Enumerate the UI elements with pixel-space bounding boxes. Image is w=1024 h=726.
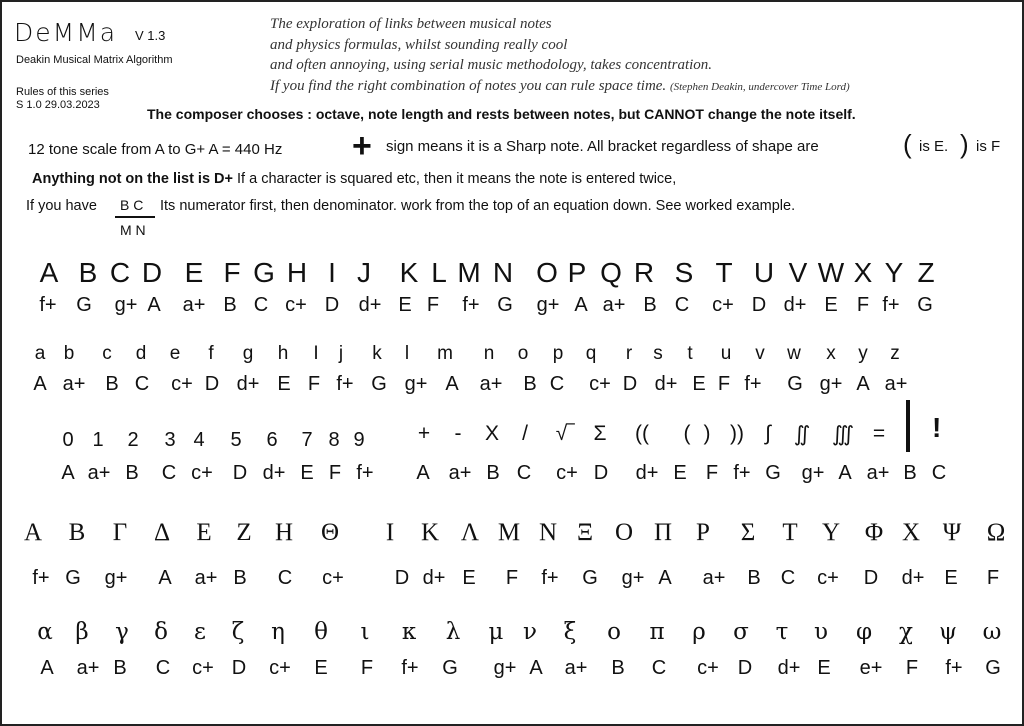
note-name: G [765,462,781,484]
greek-capital-letter: Δ [153,519,171,546]
greek-small-letter: ν [523,619,537,645]
note-name: G [582,567,598,589]
greek-small-letter: φ [855,619,873,645]
lowercase-note-row [2,373,1024,413]
greek-small-letter: β [75,619,89,645]
math-symbol: ( [683,422,691,445]
note-name: g+ [104,567,128,589]
composer-rule: The composer chooses : octave, note length and rests between notes, but CANNOT change the note itself. [147,106,856,122]
note-name: d+ [783,294,807,316]
digit-char: 7 [301,429,313,451]
greek-capital-letter: Η [274,519,294,546]
greek-capital-letter: Ε [196,519,212,546]
greek-small-letter: δ [154,619,168,645]
greek-lowercase-row [2,619,1024,659]
note-name: c+ [712,294,734,316]
greek-capital-letter: Ο [614,519,634,546]
note-name: B [113,657,127,679]
uppercase-letter: J [357,257,371,288]
greek-capital-letter: Μ [497,519,521,546]
fraction-intro: If you have [26,198,97,214]
lowercase-letter: l [404,343,410,364]
lowercase-letter: y [858,343,868,364]
math-symbol: (( [635,422,649,445]
sharp-rule: sign means it is a Sharp note. All bracket regardless of shape are [386,138,819,155]
math-symbol: X [484,422,500,445]
greek-small-letter: υ [814,619,828,645]
note-name: E [462,567,476,589]
greek-small-letter: ε [194,619,206,645]
uppercase-letter: Y [884,257,904,288]
uppercase-letter: X [853,257,873,288]
note-name: d+ [777,657,801,679]
note-name: D [737,657,753,679]
uppercase-letter: O [536,257,558,288]
uppercase-letter: K [399,257,419,288]
lowercase-letter: b [63,343,75,364]
note-name: g+ [621,567,645,589]
note-name: B [747,567,761,589]
lowercase-letter: n [483,343,495,364]
note-name: A [416,462,430,484]
note-name: D [622,373,638,395]
note-name: D [593,462,609,484]
note-name: F [856,294,870,316]
note-name: F [328,462,342,484]
vertical-bar-symbol [906,400,910,452]
note-name: G [442,657,458,679]
lowercase-letter: w [787,343,801,364]
uppercase-letter: D [141,257,163,288]
math-symbol: )) [730,422,744,445]
greek-capital-letter: Ρ [696,519,710,546]
uppercase-letter: P [567,257,587,288]
uppercase-letter: S [674,257,694,288]
scale-info: 12 tone scale from A to G+ A = 440 Hz [28,141,283,158]
greek-capital-letter: Π [653,519,673,546]
note-name: A [574,294,588,316]
note-name: c+ [556,462,578,484]
lowercase-letter: p [552,343,564,364]
greek-capital-letter: Ι [385,519,395,546]
uppercase-letter: B [78,257,98,288]
note-name: d+ [262,462,286,484]
note-name: a+ [194,567,218,589]
lowercase-letter: f [208,343,214,364]
digit-char: 1 [92,429,104,451]
greek-small-letter: λ [445,619,461,645]
uppercase-letter: T [715,257,733,288]
uppercase-letter: E [184,257,204,288]
note-name: g+ [536,294,560,316]
note-name: A [33,373,47,395]
lowercase-letter: g [242,343,254,364]
note-name: B [523,373,537,395]
quote-line: and physics formulas, whilst sounding really cool [270,36,568,53]
note-name: G [985,657,1001,679]
uppercase-letter: V [788,257,808,288]
greek-small-letter: ι [360,619,370,645]
quote-attribution: (Stephen Deakin, undercover Time Lord) [669,80,850,93]
note-name: B [643,294,657,316]
greek-small-letter: ξ [563,619,577,645]
digit-char: 3 [164,429,176,451]
note-name: g+ [801,462,825,484]
greek-capital-letter: Ω [986,519,1006,546]
note-name: E [673,462,687,484]
note-name: D [863,567,879,589]
note-name: G [76,294,92,316]
note-name: G [787,373,803,395]
note-name: c+ [817,567,839,589]
note-name: A [529,657,543,679]
note-name: B [223,294,237,316]
note-name: E [817,657,831,679]
note-name: B [105,373,119,395]
greek-capital-letter: Λ [460,519,480,546]
quote-block [270,14,850,97]
note-name: g+ [819,373,843,395]
fraction-rule: Its numerator first, then denominator. work from the top of an equation down. See worked example. [160,198,796,214]
lowercase-letter: u [720,343,732,364]
note-name: f+ [945,657,963,679]
note-name: C [161,462,177,484]
note-name: D [751,294,767,316]
note-name: a+ [87,462,111,484]
greek-small-letter: χ [899,619,913,645]
note-name: F [360,657,374,679]
lowercase-letter: q [585,343,597,364]
uppercase-letter: R [633,257,655,288]
note-name: F [426,294,440,316]
uppercase-letter: I [328,257,336,288]
greek-small-letter: κ [401,619,417,645]
quote-line: and often annoying, using serial music methodology, takes concentration. [270,57,713,73]
note-name: F [986,567,1000,589]
note-name: c+ [589,373,611,395]
symbol-row [2,422,1024,462]
lowercase-letter: s [653,343,663,364]
greek-capital-letter: Γ [112,519,128,546]
math-symbol: / [522,422,528,445]
greek-capital-letter: Τ [782,519,798,546]
digit-char: 0 [62,429,74,451]
note-name: f+ [356,462,374,484]
note-name: F [717,373,731,395]
note-name: B [611,657,625,679]
is-f-label: is F [976,138,1001,155]
greek-small-letter: ω [982,619,1002,645]
note-name: a+ [62,373,86,395]
greek-capital-letter: Κ [420,519,440,546]
note-name: f+ [336,373,354,395]
close-paren: ) [960,129,969,159]
uppercase-letter: F [223,257,241,288]
note-name: G [917,294,933,316]
greek-small-letter: ρ [692,619,706,645]
default-note-rule [32,171,676,187]
note-name: C [516,462,532,484]
note-name: C [277,567,293,589]
lowercase-letter: I [313,343,319,364]
note-name: A [838,462,852,484]
note-name: G [497,294,513,316]
note-name: d+ [635,462,659,484]
note-name: d+ [422,567,446,589]
uppercase-letter: L [431,257,447,288]
lowercase-letter: c [102,343,112,364]
rules-title: Rules of this series [16,86,109,98]
greek-capital-letter: Ν [538,519,558,546]
note-name: E [692,373,706,395]
is-e-label: is E. [919,138,949,155]
lowercase-letter: d [135,343,147,364]
uppercase-letter: W [817,257,845,288]
fraction-denominator: M N [120,222,146,238]
note-name: a+ [182,294,206,316]
uppercase-note-row [2,294,1024,334]
rules-block [16,86,109,112]
greek-small-letter: α [37,619,53,645]
note-name: E [398,294,412,316]
note-name: B [125,462,139,484]
greek-small-letter: γ [115,619,129,645]
greek-small-letter: τ [775,619,789,645]
note-name: c+ [697,657,719,679]
note-name: C [780,567,796,589]
lowercase-letter: e [169,343,181,364]
note-name: D [204,373,220,395]
greek-small-letter: ψ [938,619,958,645]
note-name: A [40,657,54,679]
note-name: f+ [744,373,762,395]
note-name: f+ [733,462,751,484]
greek-uppercase-row [2,519,1024,559]
rules-version: S 1.0 29.03.2023 [16,99,100,111]
plus-symbol: + [352,127,372,165]
note-name: A [61,462,75,484]
note-name: f+ [401,657,419,679]
greek-capital-letter: Φ [864,519,884,546]
note-name: d+ [654,373,678,395]
note-name: a+ [602,294,626,316]
note-name: a+ [884,373,908,395]
note-name: a+ [76,657,100,679]
note-name: a+ [702,567,726,589]
note-name: f+ [541,567,559,589]
greek-capital-letter: Β [68,519,86,546]
greek-lowercase-note-row [2,657,1024,697]
note-name: g+ [404,373,428,395]
note-name: e+ [859,657,883,679]
note-name: F [307,373,321,395]
note-name: E [300,462,314,484]
lowercase-letter: m [437,343,453,364]
math-symbol: ) [703,422,711,445]
note-name: c+ [171,373,193,395]
open-paren: ( [903,129,912,159]
lowercase-letter: k [372,343,382,364]
note-name: a+ [866,462,890,484]
uppercase-letter: C [109,257,131,288]
digit-char: 5 [230,429,242,451]
lowercase-letter: r [625,343,633,364]
note-name: C [674,294,690,316]
greek-capital-letter: Ξ [576,519,594,546]
math-symbol: Σ [593,422,607,445]
note-name: d+ [358,294,382,316]
greek-capital-letter: Α [23,519,43,546]
greek-small-letter: ο [607,619,621,645]
math-symbol: ∬ [793,423,811,446]
greek-small-letter: ζ [231,619,245,645]
math-symbol: √‾ [555,422,575,445]
lowercase-letter: t [687,343,693,364]
note-name: G [65,567,81,589]
note-name: d+ [901,567,925,589]
uppercase-letter: A [39,257,59,288]
lowercase-letter: x [826,343,836,364]
note-name: g+ [114,294,138,316]
version-label: V 1.3 [135,28,166,43]
note-name: B [486,462,500,484]
note-name: f+ [882,294,900,316]
note-name: C [931,462,947,484]
digit-char: 9 [353,429,365,451]
math-symbol: = [872,422,886,445]
greek-capital-letter: Θ [320,519,340,546]
lowercase-letter: v [755,343,765,364]
greek-capital-letter: Σ [740,519,756,546]
uppercase-letter: H [286,257,308,288]
digit-char: 6 [266,429,278,451]
fraction-bar [115,216,155,218]
note-name: A [158,567,172,589]
note-name: G [371,373,387,395]
quote-line [270,76,850,98]
note-name: E [824,294,838,316]
greek-capital-letter: Υ [821,519,841,546]
note-name: D [231,657,247,679]
fraction-numerator: B C [120,197,144,213]
subtitle: Deakin Musical Matrix Algorithm [16,54,173,66]
note-name: D [232,462,248,484]
note-name: A [147,294,161,316]
math-symbol: + [417,422,431,445]
greek-uppercase-note-row [2,567,1024,607]
math-symbol: ∭ [831,423,855,446]
note-name: F [505,567,519,589]
note-name: E [277,373,291,395]
note-name: D [394,567,410,589]
symbol-note-row [2,462,1024,502]
note-name: f+ [39,294,57,316]
digit-char: 4 [193,429,205,451]
note-name: A [856,373,870,395]
note-name: E [314,657,328,679]
greek-small-letter: θ [314,619,328,645]
note-name: a+ [564,657,588,679]
exclamation-symbol: ! [932,412,942,443]
default-note-bold: Anything not on the list is D+ [32,171,233,187]
note-name: C [253,294,269,316]
note-name: d+ [236,373,260,395]
lowercase-letter: o [517,343,529,364]
uppercase-letter: Q [600,257,622,288]
math-symbol: - [454,422,462,445]
greek-small-letter: η [271,619,285,645]
note-name: c+ [192,657,214,679]
uppercase-letter: G [253,257,275,288]
note-name: f+ [32,567,50,589]
uppercase-letter: N [492,257,514,288]
uppercase-letter: Z [917,257,935,288]
greek-capital-letter: Ψ [942,519,962,546]
lowercase-letter: z [890,343,900,364]
quote-line-text: If you find the right combination of notes you can rule space time. [270,77,667,94]
note-name: f+ [462,294,480,316]
uppercase-letter: M [457,257,481,288]
default-note-rest: If a character is squared etc, then it means the note is entered twice, [232,171,677,187]
lowercase-letter: j [338,343,344,364]
greek-small-letter: μ [488,619,504,645]
note-name: B [903,462,917,484]
lowercase-letter: a [34,343,46,364]
note-name: A [445,373,459,395]
note-name: F [705,462,719,484]
note-name: C [134,373,150,395]
greek-small-letter: σ [733,619,749,645]
uppercase-letter-row [2,257,1024,297]
note-name: C [155,657,171,679]
note-name: A [658,567,672,589]
quote-line: The exploration of links between musical notes [270,16,552,32]
note-name: C [549,373,565,395]
digit-char: 8 [328,429,340,451]
note-name: a+ [448,462,472,484]
note-name: c+ [269,657,291,679]
logo: DeMMa [14,18,118,47]
lowercase-letter: h [277,343,289,364]
note-name: a+ [479,373,503,395]
note-name: E [944,567,958,589]
greek-capital-letter: Χ [901,519,921,546]
note-name: D [324,294,340,316]
note-name: c+ [285,294,307,316]
note-name: g+ [493,657,517,679]
uppercase-letter: U [753,257,775,288]
note-name: F [905,657,919,679]
digit-char: 2 [127,429,139,451]
greek-capital-letter: Ζ [236,519,252,546]
greek-small-letter: π [649,619,665,645]
note-name: C [651,657,667,679]
note-name: B [233,567,247,589]
note-name: c+ [322,567,344,589]
note-name: c+ [191,462,213,484]
math-symbol: ∫ [765,422,771,445]
